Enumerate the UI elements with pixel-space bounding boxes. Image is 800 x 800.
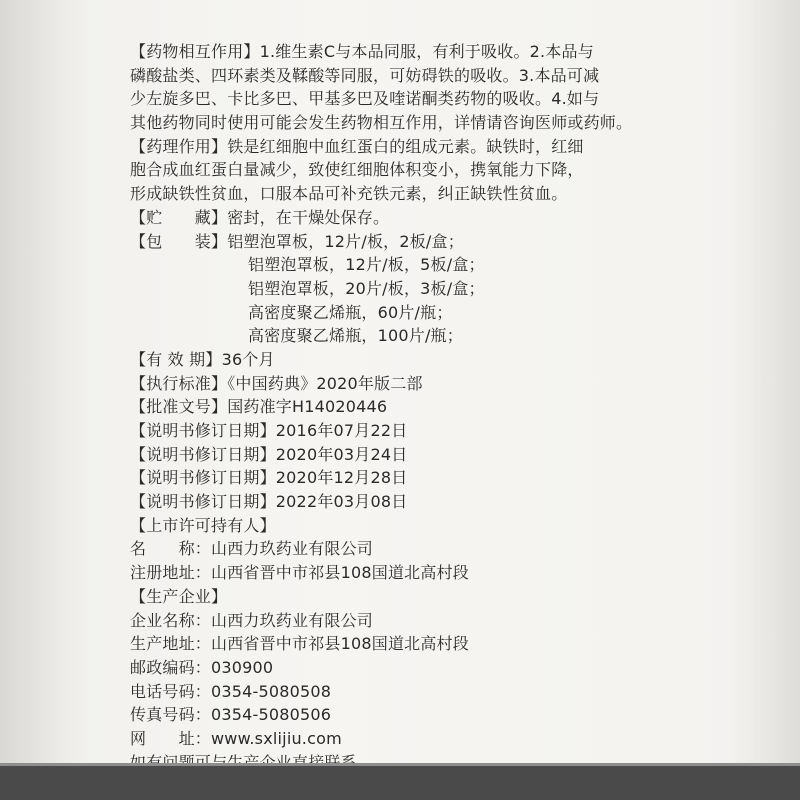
page-left-shadow <box>0 0 88 800</box>
section-packaging <box>130 230 650 348</box>
section-approval-number: 【批准文号】国药准字H14020446 <box>130 397 388 417</box>
bottom-dark-band <box>0 766 800 800</box>
text-line: 胞合成血红蛋白量减少，致使红细胞体积变小，携氧能力下降， <box>130 160 584 180</box>
text-line: 【药理作用】铁是红细胞中血红蛋白的组成元素。缺铁时，红细 <box>130 136 584 156</box>
text-line: 磷酸盐类、四环素类及鞣酸等同服，可妨碍铁的吸收。3.本品可减 <box>130 65 600 85</box>
holder-heading: 【上市许可持有人】 <box>130 515 276 535</box>
text-line: 【药物相互作用】1.维生素C与本品同服，有利于吸收。2.本品与 <box>130 42 594 61</box>
revision-date-line: 【说明书修订日期】2022年03月08日 <box>130 492 408 512</box>
packaging-line: 铝塑泡罩板，12片/板，5板/盒； <box>248 255 485 275</box>
manufacturer-heading: 【生产企业】 <box>130 586 228 606</box>
page-right-shadow <box>730 0 800 800</box>
holder-name: 名 称：山西力玖药业有限公司 <box>130 539 374 559</box>
section-storage: 【贮 藏】密封，在干燥处保存。 <box>130 207 390 227</box>
section-validity: 【有 效 期】36个月 <box>130 349 275 369</box>
section-standard: 【执行标准】《中国药典》2020年版二部 <box>130 373 423 393</box>
manufacturer-name: 企业名称：山西力玖药业有限公司 <box>130 610 374 630</box>
section-license-holder <box>130 514 650 585</box>
packaging-line: 高密度聚乙烯瓶，60片/瓶； <box>248 302 453 322</box>
leaflet-text <box>130 40 650 774</box>
packaging-line: 高密度聚乙烯瓶，100片/瓶； <box>248 326 463 346</box>
section-drug-interaction <box>130 40 650 135</box>
manufacturer-website: 网 址：www.sxlijiu.com <box>130 728 342 748</box>
manufacturer-phone: 电话号码：0354-5080508 <box>130 681 332 701</box>
section-pharmacology <box>130 135 650 206</box>
section-manufacturer <box>130 585 650 751</box>
manufacturer-address: 生产地址：山西省晋中市祁县108国道北高村段 <box>130 634 469 654</box>
packaging-line: 铝塑泡罩板，20片/板，3板/盒； <box>248 278 485 298</box>
text-line: 少左旋多巴、卡比多巴、甲基多巴及喹诺酮类药物的吸收。4.如与 <box>130 89 600 109</box>
manufacturer-postcode: 邮政编码：030900 <box>130 657 274 677</box>
packaging-line: 【包 装】铝塑泡罩板，12片/板，2板/盒； <box>130 231 464 251</box>
manufacturer-fax: 传真号码：0354-5080506 <box>130 705 332 725</box>
revision-date-line: 【说明书修订日期】2020年12月28日 <box>130 468 408 488</box>
text-line: 其他药物同时使用可能会发生药物相互作用，详情请咨询医师或药师。 <box>130 113 633 133</box>
section-revision-dates <box>130 419 650 514</box>
revision-date-line: 【说明书修订日期】2020年03月24日 <box>130 444 408 464</box>
text-line: 形成缺铁性贫血，口服本品可补充铁元素，纠正缺铁性贫血。 <box>130 184 568 204</box>
revision-date-line: 【说明书修订日期】2016年07月22日 <box>130 421 408 440</box>
holder-address: 注册地址：山西省晋中市祁县108国道北高村段 <box>130 563 469 583</box>
